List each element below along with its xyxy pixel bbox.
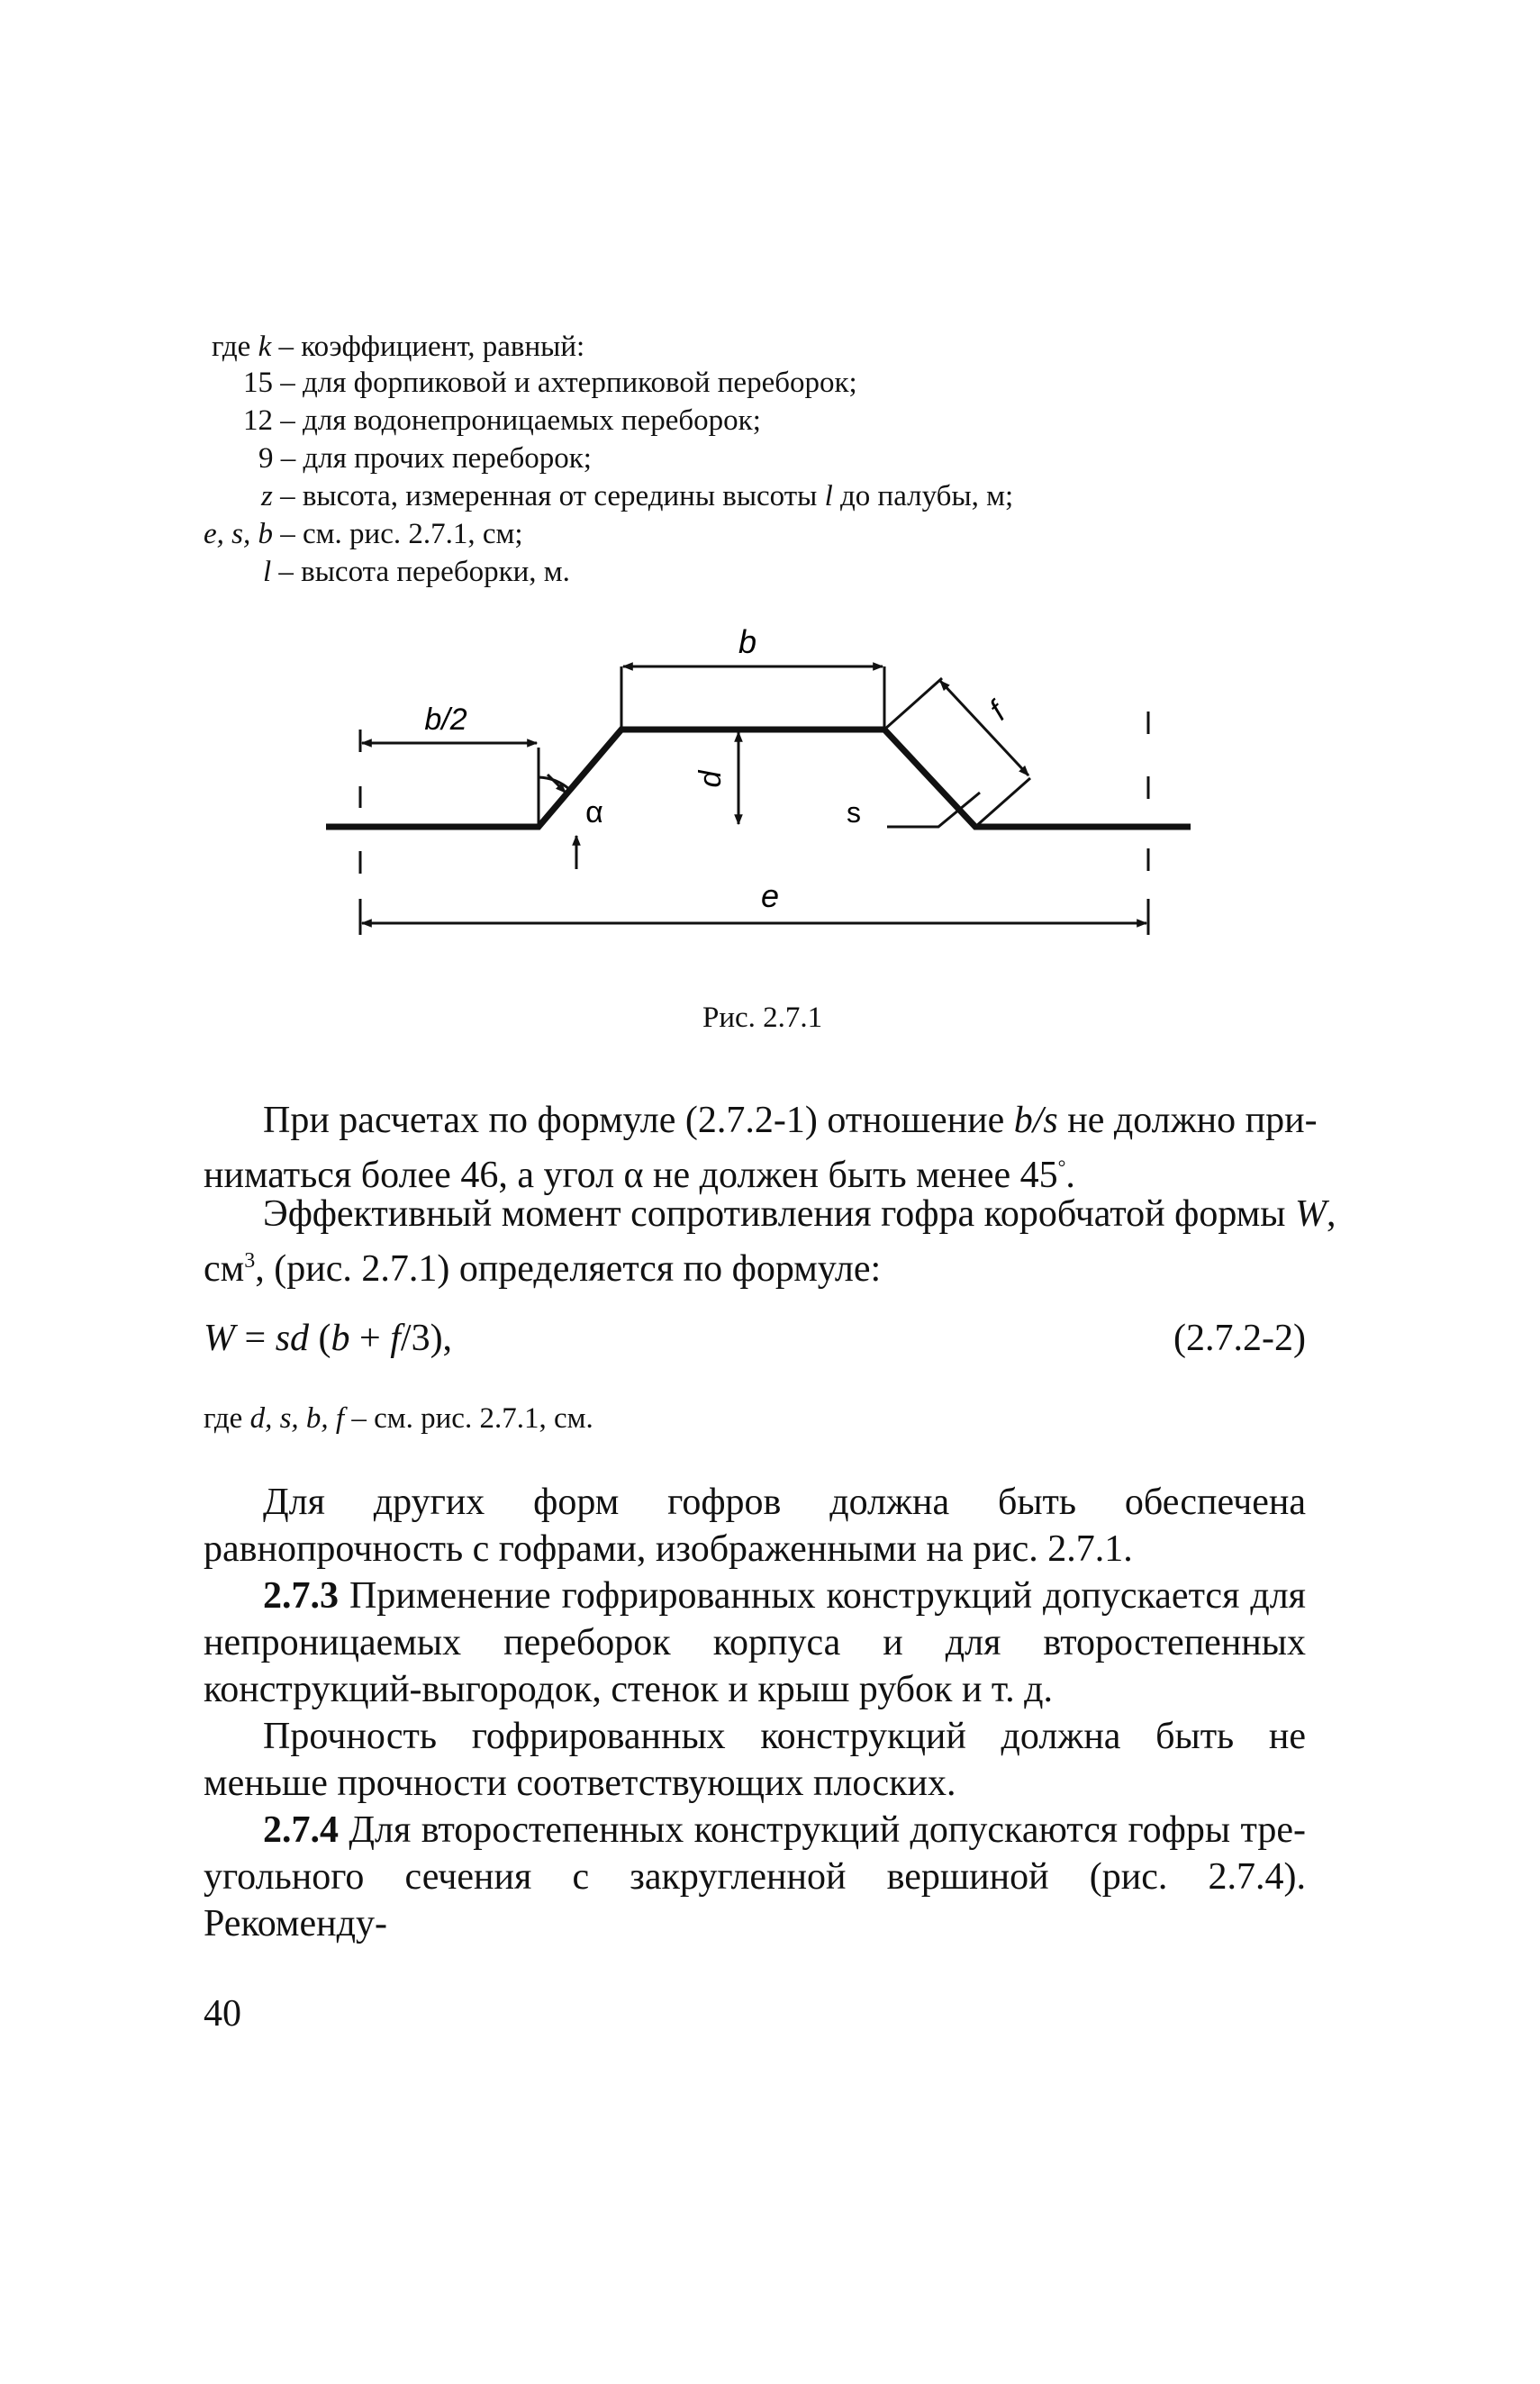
para4 xyxy=(204,1573,1306,1713)
def-z-text-a: – высота, измеренная от середины высоты xyxy=(272,480,825,512)
definition-z xyxy=(261,478,1013,514)
formula-open: ( xyxy=(309,1318,331,1359)
para3: Для других форм гофров должна быть обеспечена равнопрочность с гофрами, изображенными на рис. 2.7.1. xyxy=(204,1482,1306,1570)
formula-eq: = xyxy=(235,1318,276,1359)
para1-line1 xyxy=(263,1097,1318,1144)
symbol-W: W xyxy=(1295,1193,1327,1235)
para1-text-d: . xyxy=(1065,1155,1075,1196)
definition-k xyxy=(212,329,584,365)
formula-W: W xyxy=(204,1318,235,1359)
leader-s xyxy=(887,793,980,827)
where2-prefix: где xyxy=(204,1402,250,1435)
label-alpha: α xyxy=(585,795,603,829)
symbol-z: z xyxy=(261,480,273,512)
degree-sign: ° xyxy=(1057,1156,1066,1178)
def-esb-text: – см. рис. 2.7.1, см; xyxy=(273,518,523,550)
para2-text-a: Эффективный момент сопротивления гофра коробчатой формы xyxy=(263,1193,1296,1235)
symbols-esb: e, s, b xyxy=(204,518,273,550)
para2-line1 xyxy=(263,1191,1336,1237)
page-number: 40 xyxy=(204,1993,241,2035)
figure-caption: Рис. 2.7.1 xyxy=(702,1002,823,1034)
formula-plus: + xyxy=(349,1318,391,1359)
formula xyxy=(204,1315,452,1362)
definition-l xyxy=(263,554,570,590)
def-k-text: – коэффициент, равный: xyxy=(271,331,585,363)
label-b: b xyxy=(738,623,757,660)
para6 xyxy=(204,1807,1306,1947)
para6-text: Для второстепенных конструкций допускаются гофры треугольного сечения с закругленной вершиной (рис. 2.7.4). Рекоменду- xyxy=(204,1809,1306,1944)
formula-close: /3), xyxy=(400,1318,453,1359)
para2-text-b: , xyxy=(1327,1193,1336,1235)
symbol-k: k xyxy=(258,331,272,363)
formula-sd: sd xyxy=(275,1318,310,1359)
formula-number: (2.7.2-2) xyxy=(1173,1318,1306,1359)
corrugation-diagram xyxy=(0,612,1540,991)
section-2-7-4: 2.7.4 xyxy=(263,1809,339,1851)
symbol-l: l xyxy=(824,480,833,512)
symbols-dsbf: d, s, b, f xyxy=(249,1402,345,1435)
def-z-text-b: до палубы, м; xyxy=(832,480,1014,512)
unit-cube: 3 xyxy=(244,1249,256,1273)
para1-text-b: не должно при- xyxy=(1057,1100,1318,1141)
para5: Прочность гофрированных конструкций должна быть не меньше прочности соответствующих плоских. xyxy=(204,1716,1306,1804)
ratio-bs: b/s xyxy=(1013,1100,1058,1141)
definition-esb xyxy=(204,516,523,552)
where2-text: – см. рис. 2.7.1, см. xyxy=(344,1402,593,1435)
para2-line2 xyxy=(204,1237,881,1292)
para4-text: Применение гофрированных конструкций допускается для непроницаемых переборок корпуса и для второстепенных конструкций-выгородок, стенок и крыш рубок и т. д. xyxy=(204,1575,1306,1710)
label-s: s xyxy=(847,796,861,829)
where-dsbf xyxy=(204,1400,593,1437)
section-2-7-3: 2.7.3 xyxy=(263,1575,339,1617)
para1-text-c: ниматься более 46, а угол α не должен быть менее 45 xyxy=(204,1155,1058,1196)
label-e: e xyxy=(760,877,780,914)
def-prefix: где xyxy=(212,331,258,363)
label-b2: b/2 xyxy=(424,703,467,737)
definition-item-12: 12 – для водонепроницаемых переборок; xyxy=(243,404,761,437)
def-l-text: – высота переборки, м. xyxy=(271,556,570,588)
dim-f-ext-1 xyxy=(884,678,942,730)
para2-text-c: , (рис. 2.7.1) определяется по формуле: xyxy=(255,1248,882,1290)
unit-cm: см xyxy=(204,1248,245,1290)
formula-f: f xyxy=(390,1318,401,1359)
label-f: f xyxy=(983,695,1012,728)
angle-alpha-arc xyxy=(539,777,570,790)
label-d: d xyxy=(693,770,728,788)
para1-text-a: При расчетах по формуле (2.7.2-1) отношение xyxy=(263,1100,1014,1141)
definition-item-15: 15 – для форпиковой и ахтерпиковой переборок; xyxy=(243,367,857,399)
formula-b: b xyxy=(331,1318,350,1359)
dim-f-ext-2 xyxy=(975,778,1030,827)
dim-f-line xyxy=(940,681,1028,775)
definition-item-9: 9 – для прочих переборок; xyxy=(258,442,592,475)
symbol-l2: l xyxy=(263,556,272,588)
